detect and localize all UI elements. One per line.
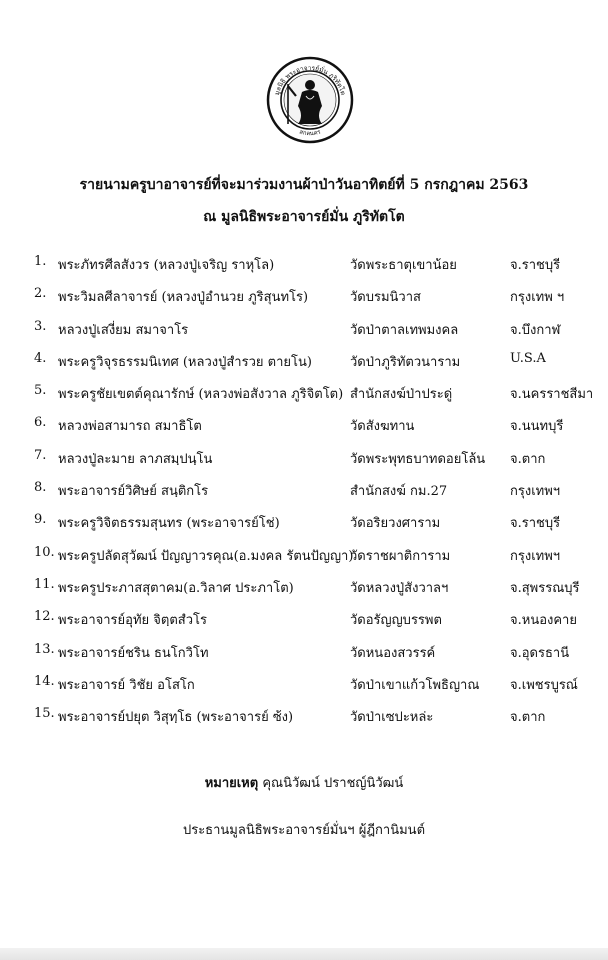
- monk-list: [34, 254, 594, 738]
- item-number: 13.: [34, 641, 55, 657]
- temple-name: วัดอริยวงศาราม: [350, 516, 441, 532]
- item-number: 11.: [34, 576, 55, 592]
- list-item: [34, 448, 594, 480]
- monk-name: พระครูวิจุรธรรมนิเทศ (หลวงปู่สำรวย ตายโน): [58, 354, 312, 370]
- temple-name: วัดป่าเขาแก้วโพธิญาณ: [350, 677, 480, 693]
- note-label: หมายเหตุ: [204, 776, 259, 791]
- item-number: 2.: [34, 286, 47, 302]
- monk-name: พระอาจารย์วิศิษย์ สนฺติกโร: [58, 484, 209, 500]
- province: จ.ตาก: [510, 451, 546, 467]
- svg-text:สกลนคร: สกลนคร: [298, 128, 322, 138]
- province: จ.อุดรธานี: [510, 645, 570, 661]
- province: จ.ราชบุรี: [510, 516, 561, 532]
- list-item: [34, 383, 594, 415]
- province: U.S.A: [510, 350, 546, 366]
- temple-name: วัดป่าตาลเทพมงคล: [350, 322, 459, 338]
- list-item: [34, 319, 594, 351]
- list-item: [34, 351, 594, 383]
- svg-text:มูลนิธิ พระอาจารย์มั่น ภูริทัต: มูลนิธิ พระอาจารย์มั่น ภูริทัตโต: [272, 63, 348, 97]
- temple-name: สำนักสงฆ์ป่าประดู่: [350, 387, 453, 403]
- temple-name: วัดสังฆทาน: [350, 419, 415, 435]
- province: กรุงเทพฯ: [510, 548, 561, 564]
- list-item: [34, 286, 594, 318]
- monk-name: พระครูประภาสสุตาคม(อ.วิลาศ ประภาโต): [58, 580, 294, 596]
- list-item: [34, 415, 594, 447]
- temple-name: วัดป่าเซปะหล่ะ: [350, 710, 434, 726]
- item-number: 9.: [34, 512, 47, 528]
- item-number: 12.: [34, 609, 55, 625]
- monk-name: พระครูชัยเขตต์คุณารักษ์ (หลวงพ่อสังวาล ภูริจิตโต): [58, 387, 344, 403]
- monk-name: พระครูวิจิตธรรมสุนทร (พระอาจารย์โช่): [58, 516, 280, 532]
- province: จ.ตาก: [510, 710, 546, 726]
- province: กรุงเทพ ฯ: [510, 290, 565, 306]
- list-item: [34, 609, 594, 641]
- list-item: [34, 674, 594, 706]
- item-number: 3.: [34, 318, 47, 334]
- temple-name: วัดราชผาติการาม: [350, 548, 451, 564]
- temple-name: วัดหนองสวรรค์: [350, 645, 436, 661]
- temple-name: วัดพระธาตุเขาน้อย: [350, 258, 457, 273]
- list-item: [34, 254, 594, 286]
- temple-name: วัดอรัญญบรรพต: [350, 613, 442, 629]
- monk-name: หลวงปู่เสงี่ยม สมาจาโร: [58, 322, 189, 338]
- temple-name: สำนักสงฆ์ กม.27: [350, 484, 448, 500]
- item-number: 5.: [34, 383, 47, 399]
- temple-name: วัดป่าภูริทัตวนาราม: [350, 354, 461, 370]
- list-item: [34, 480, 594, 512]
- document-subtitle: ณ มูลนิธิพระอาจารย์มั่น ภูริทัตโต: [203, 209, 405, 225]
- province: จ.นครราชสีมา: [510, 387, 594, 403]
- item-number: 4.: [34, 350, 47, 366]
- list-item: [34, 642, 594, 674]
- monk-name: พระอาจารย์ วิชัย อโสโก: [58, 677, 195, 693]
- item-number: 8.: [34, 480, 47, 496]
- province: จ.ราชบุรี: [510, 258, 561, 273]
- foundation-seal-logo: [266, 56, 354, 144]
- temple-name: วัดบรมนิวาส: [350, 290, 421, 306]
- list-item: [34, 577, 594, 609]
- list-item: [34, 706, 594, 738]
- item-number: 1.: [34, 254, 47, 269]
- item-number: 14.: [34, 673, 55, 689]
- province: จ.สุพรรณบุรี: [510, 580, 580, 596]
- monk-name: หลวงปู่ละมาย ลาภสมฺปนฺโน: [58, 451, 213, 467]
- bottom-shadow: [0, 948, 608, 960]
- monk-name: หลวงพ่อสามารถ สมาธิโต: [58, 419, 202, 435]
- province: จ.นนทบุรี: [510, 419, 564, 435]
- province: กรุงเทพฯ: [510, 484, 561, 500]
- monk-name: พระอาจารย์อุทัย จิตฺตสํวโร: [58, 613, 207, 629]
- item-number: 10.: [34, 544, 55, 560]
- monk-name: พระอาจารย์ปยุต วิสุทฺโธ (พระอาจารย์ ซ้ง): [58, 710, 294, 726]
- province: จ.หนองคาย: [510, 613, 577, 629]
- note-names: คุณนิวัฒน์ ปราชญ์นิวัฒน์: [258, 776, 404, 791]
- temple-name: วัดพระพุทธบาทดอยโล้น: [350, 451, 486, 467]
- list-item: [34, 545, 594, 577]
- document-title: รายนามครูบาอาจารย์ที่จะมาร่วมงานผ้าป่าวันอาทิตย์ที่ 5 กรกฎาคม 2563: [79, 177, 529, 193]
- monk-name: พระครูปลัดสุวัฒน์ ปัญญาวรคุณ(อ.มงคล รัตนปัญญา): [58, 548, 354, 564]
- list-item: [34, 512, 594, 544]
- monk-name: พระวิมลศีลาจารย์ (หลวงปู่อำนวย ภูริสุนทโร): [58, 290, 309, 306]
- item-number: 15.: [34, 706, 55, 722]
- note-role: ประธานมูลนิธิพระอาจารย์มั่นฯ ผู้ฎีกานิมนต์: [182, 823, 426, 838]
- item-number: 6.: [34, 415, 47, 431]
- monk-name: พระอาจารย์ชริน ธนโกวิโท: [58, 645, 209, 661]
- item-number: 7.: [34, 447, 47, 463]
- monk-name: พระภัทรศีลสังวร (หลวงปู่เจริญ ราหุโล): [58, 258, 275, 273]
- note-line: [0, 772, 608, 793]
- temple-name: วัดหลวงปู่สังวาลฯ: [350, 580, 449, 596]
- province: จ.บึงกาฬ: [510, 322, 561, 338]
- province: จ.เพชรบูรณ์: [510, 677, 578, 693]
